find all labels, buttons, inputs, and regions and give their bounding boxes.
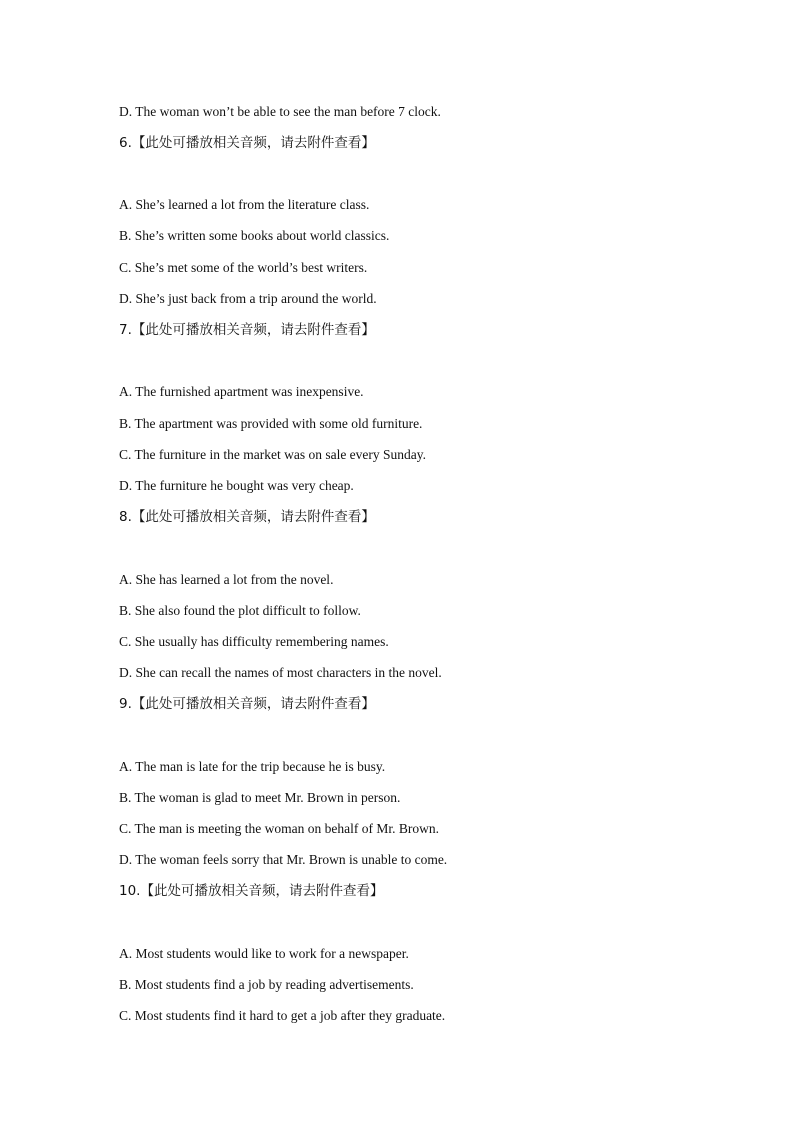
option-8d: D. She can recall the names of most characters in the novel. [119, 665, 442, 680]
question-9-audio[interactable]: 9.【此处可播放相关音频，请去附件查看】 [119, 696, 375, 712]
option-9c: C. The man is meeting the woman on behalf of Mr. Brown. [119, 821, 439, 836]
option-9b: B. The woman is glad to meet Mr. Brown in person. [119, 790, 401, 805]
option-10a: A. Most students would like to work for a newspaper. [119, 946, 409, 961]
option-10c: C. Most students find it hard to get a job after they graduate. [119, 1008, 446, 1023]
option-6a: A. She’s learned a lot from the literature class. [119, 197, 370, 212]
option-5d: D. The woman won’t be able to see the man before 7 clock. [119, 104, 441, 119]
option-8b: B. She also found the plot difficult to follow. [119, 603, 361, 618]
option-6d: D. She’s just back from a trip around the world. [119, 291, 377, 306]
option-8c: C. She usually has difficulty remembering names. [119, 634, 389, 649]
option-7c: C. The furniture in the market was on sale every Sunday. [119, 447, 427, 462]
option-7d: D. The furniture he bought was very cheap. [119, 478, 354, 493]
question-6-audio[interactable]: 6.【此处可播放相关音频，请去附件查看】 [119, 135, 375, 151]
option-7b: B. The apartment was provided with some old furniture. [119, 416, 423, 431]
question-10-audio[interactable]: 10.【此处可播放相关音频，请去附件查看】 [119, 883, 384, 899]
option-9a: A. The man is late for the trip because he is busy. [119, 759, 386, 774]
question-7-audio[interactable]: 7.【此处可播放相关音频，请去附件查看】 [119, 322, 375, 338]
option-9d: D. The woman feels sorry that Mr. Brown is unable to come. [119, 852, 448, 867]
option-7a: A. The furnished apartment was inexpensive. [119, 384, 364, 399]
option-10b: B. Most students find a job by reading advertisements. [119, 977, 414, 992]
question-8-audio[interactable]: 8.【此处可播放相关音频，请去附件查看】 [119, 509, 375, 525]
option-8a: A. She has learned a lot from the novel. [119, 572, 334, 587]
option-6b: B. She’s written some books about world classics. [119, 228, 390, 243]
option-6c: C. She’s met some of the world’s best writers. [119, 260, 368, 275]
